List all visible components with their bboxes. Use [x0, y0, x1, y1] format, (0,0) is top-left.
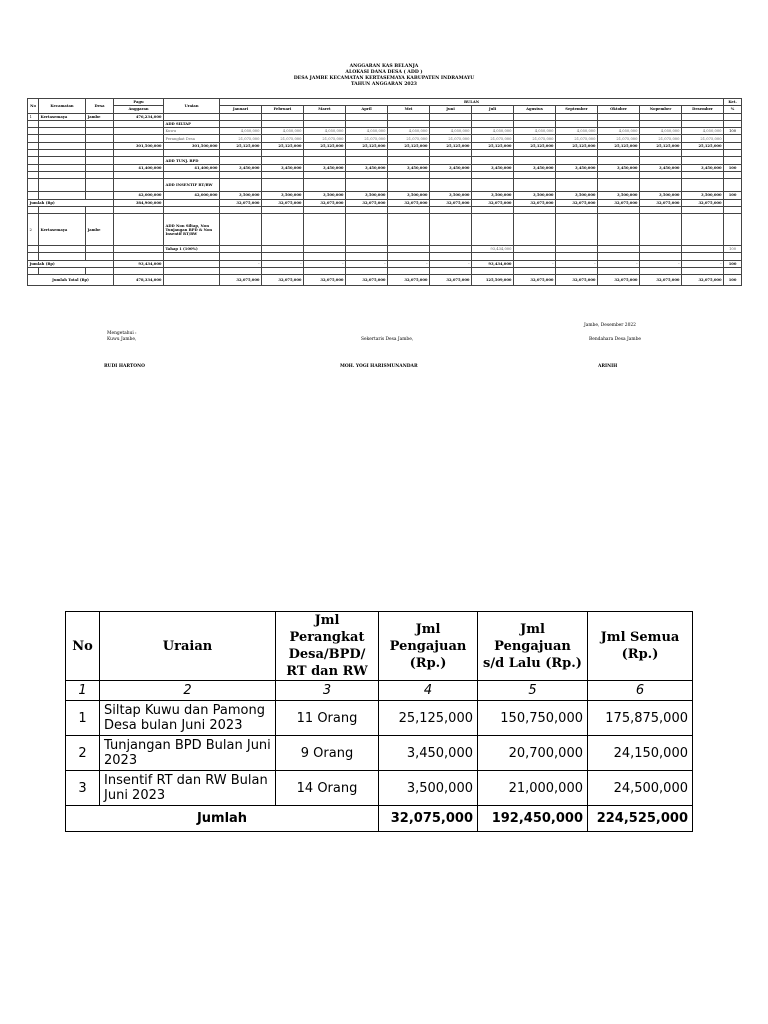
- col-bulan: BULAN: [220, 99, 724, 106]
- table-row: [28, 214, 742, 246]
- month-value: -: [430, 260, 472, 267]
- row-no: 2: [66, 736, 100, 771]
- month-value: 21,075,000: [430, 135, 472, 142]
- month-value: -: [682, 260, 724, 267]
- bendahara-name: ARINIH: [598, 364, 618, 369]
- month-value: 3,500,000: [514, 192, 556, 199]
- col-kecamatan: Kecamatan: [39, 99, 86, 114]
- pagu-value: 476,234,000: [114, 113, 164, 120]
- month-header: Februari: [262, 106, 304, 113]
- month-value: 21,075,000: [682, 135, 724, 142]
- kecamatan-value: Kertasemaya: [39, 214, 86, 246]
- summary-col-uraian: Uraian: [100, 612, 276, 681]
- table-row: [28, 113, 742, 120]
- table-row: [28, 268, 742, 275]
- summary-index-row: [66, 681, 693, 701]
- row-lalu: 21,000,000: [478, 771, 588, 806]
- doc-subtitle: ALOKASI DANA DESA ( ADD ): [345, 70, 423, 75]
- month-value: -: [262, 260, 304, 267]
- jumlah-label: Jumlah (Rp): [28, 199, 114, 206]
- month-value: 21,075,000: [598, 135, 640, 142]
- month-value: 32,075,000: [682, 275, 724, 286]
- month-value: 25,125,000: [556, 142, 598, 149]
- non-siltap-label: ADD Non Siltap, Non Tunjangan BPD & Non Insentif RT/RW: [164, 214, 220, 246]
- month-value: 4,050,000: [388, 128, 430, 135]
- month-value: 32,075,000: [598, 275, 640, 286]
- row-no: 2: [28, 214, 39, 246]
- kuwu-title: Kuwu Jambe,: [107, 337, 137, 342]
- month-value: 125,509,000: [472, 275, 514, 286]
- month-value: 25,125,000: [430, 142, 472, 149]
- month-value: 4,050,000: [556, 128, 598, 135]
- place-date: Jambe, Desember 2022: [584, 323, 636, 328]
- month-value: 3,450,000: [556, 164, 598, 171]
- table-row: [28, 157, 742, 164]
- month-header: Maret: [304, 106, 346, 113]
- month-value: 3,500,000: [262, 192, 304, 199]
- table-row: [28, 179, 742, 192]
- pct-value: 100: [724, 128, 742, 135]
- row-no: 1: [28, 113, 39, 120]
- pagu-value: 384,900,000: [114, 199, 164, 206]
- row-uraian: Insentif RT dan RW Bulan Juni 2023: [100, 771, 276, 806]
- month-value: 3,450,000: [220, 164, 262, 171]
- col-uraian: Uraian: [164, 99, 220, 114]
- month-value: -: [220, 260, 262, 267]
- col-no: No: [28, 99, 39, 114]
- month-value: 32,075,000: [640, 199, 682, 206]
- month-header: Oktober: [598, 106, 640, 113]
- kecamatan-value: Kertasemaya: [39, 113, 86, 120]
- index-cell: 2: [100, 681, 276, 701]
- month-header: Desember: [682, 106, 724, 113]
- summary-col-lalu: Jml Pengajuan s/d Lalu (Rp.): [478, 612, 588, 681]
- month-value: 21,075,000: [262, 135, 304, 142]
- table-row: [28, 128, 742, 135]
- month-value: -: [640, 260, 682, 267]
- table-row: [28, 120, 742, 127]
- subtotal-value: 301,500,000: [164, 142, 220, 149]
- table-row: [28, 199, 742, 206]
- jumlah-label: Jumlah (Rp): [28, 260, 114, 267]
- kuwu-name: RUDI HARTONO: [104, 364, 145, 369]
- month-header: Agustus: [514, 106, 556, 113]
- row-pengajuan: 25,125,000: [379, 701, 478, 736]
- month-header: Juli: [472, 106, 514, 113]
- month-value: 93,434,000: [472, 246, 514, 253]
- month-value: 4,050,000: [514, 128, 556, 135]
- month-value: 32,075,000: [304, 199, 346, 206]
- summary-header-row: [66, 612, 693, 681]
- month-value: 32,075,000: [472, 199, 514, 206]
- pct-value: 100: [724, 260, 742, 267]
- row-semua: 24,150,000: [588, 736, 693, 771]
- index-cell: 3: [276, 681, 379, 701]
- mengetahui-label: Mengetahui :: [107, 331, 137, 336]
- row-no: 3: [66, 771, 100, 806]
- row-lalu: 150,750,000: [478, 701, 588, 736]
- row-semua: 24,500,000: [588, 771, 693, 806]
- month-value: -: [514, 260, 556, 267]
- summary-table: [65, 611, 693, 832]
- month-value: 25,125,000: [346, 142, 388, 149]
- bendahara-title: Bendahara Desa Jambe: [589, 337, 641, 342]
- summary-col-pengajuan: Jml Pengajuan (Rp.): [379, 612, 478, 681]
- col-ket: Ket.: [724, 99, 742, 106]
- month-value: 4,050,000: [220, 128, 262, 135]
- month-value: 32,075,000: [640, 275, 682, 286]
- month-value: 3,450,000: [472, 164, 514, 171]
- month-value: 3,450,000: [262, 164, 304, 171]
- row-jml: 9 Orang: [276, 736, 379, 771]
- total-label: Jumlah: [66, 806, 379, 832]
- month-value: 32,075,000: [220, 275, 262, 286]
- month-value: 32,075,000: [262, 199, 304, 206]
- month-value: 4,050,000: [346, 128, 388, 135]
- row-uraian: Siltap Kuwu dan Pamong Desa bulan Juni 2023: [100, 701, 276, 736]
- subtotal-value: 41,400,000: [164, 164, 220, 171]
- col-desa: Desa: [86, 99, 114, 114]
- col-pagu: Pagu: [114, 99, 164, 106]
- month-value: 3,450,000: [304, 164, 346, 171]
- month-value: 21,075,000: [472, 135, 514, 142]
- table-row: [28, 142, 742, 149]
- month-value: 32,075,000: [346, 199, 388, 206]
- month-value: 3,450,000: [640, 164, 682, 171]
- table-row: [28, 171, 742, 178]
- kuwu-label: Kuwu: [164, 128, 220, 135]
- insentif-label: ADD INSENTIF RT/RW: [164, 179, 220, 192]
- row-semua: 175,875,000: [588, 701, 693, 736]
- table-row: [28, 135, 742, 142]
- month-value: 3,500,000: [346, 192, 388, 199]
- total-lalu: 192,450,000: [478, 806, 588, 832]
- summary-total-row: [66, 806, 693, 832]
- table-row: [28, 246, 742, 253]
- month-value: 4,050,000: [472, 128, 514, 135]
- month-value: 4,050,000: [262, 128, 304, 135]
- table-row: [66, 701, 693, 736]
- table-row: [28, 253, 742, 260]
- total-label: Jumlah Total (Rp): [28, 275, 114, 286]
- table-row: [66, 771, 693, 806]
- month-value: -: [388, 260, 430, 267]
- row-uraian: Tunjangan BPD Bulan Juni 2023: [100, 736, 276, 771]
- month-value: 3,500,000: [304, 192, 346, 199]
- month-header: Nopember: [640, 106, 682, 113]
- month-value: 3,500,000: [598, 192, 640, 199]
- month-value: 21,075,000: [304, 135, 346, 142]
- sekretaris-name: MOH. YOGI HARISMUNANDAR: [340, 364, 418, 369]
- month-value: 25,125,000: [388, 142, 430, 149]
- row-pengajuan: 3,450,000: [379, 736, 478, 771]
- month-value: 21,075,000: [640, 135, 682, 142]
- month-value: 3,450,000: [388, 164, 430, 171]
- month-value: 25,125,000: [682, 142, 724, 149]
- month-header: Mei: [388, 106, 430, 113]
- bpd-label: ADD TUNJ. BPD: [164, 157, 220, 164]
- doc-location: DESA JAMBE KECAMATAN KERTASEMAYA KABUPATEN INDRAMAYU: [293, 76, 475, 81]
- month-value: 4,050,000: [640, 128, 682, 135]
- pagu-value: 42,000,000: [114, 192, 164, 199]
- month-value: 25,125,000: [640, 142, 682, 149]
- index-cell: 4: [379, 681, 478, 701]
- month-value: 3,500,000: [388, 192, 430, 199]
- month-header: Juni: [430, 106, 472, 113]
- month-value: -: [346, 260, 388, 267]
- desa-value: Jambe: [86, 214, 114, 246]
- row-lalu: 20,700,000: [478, 736, 588, 771]
- tahap-label: Tahap 1 (100%): [164, 246, 220, 253]
- month-value: 3,500,000: [640, 192, 682, 199]
- pagu-value: 301,500,000: [114, 142, 164, 149]
- month-value: 32,075,000: [388, 275, 430, 286]
- table-row: [28, 206, 742, 213]
- total-pagu: 478,334,000: [114, 275, 164, 286]
- month-value: 4,050,000: [304, 128, 346, 135]
- pct-value: 100: [724, 246, 742, 253]
- month-value: 3,500,000: [472, 192, 514, 199]
- month-value: 32,075,000: [220, 199, 262, 206]
- month-value: 32,075,000: [514, 199, 556, 206]
- month-value: 25,125,000: [514, 142, 556, 149]
- month-value: -: [556, 260, 598, 267]
- month-value: 32,075,000: [430, 275, 472, 286]
- month-header: September: [556, 106, 598, 113]
- month-value: 3,450,000: [682, 164, 724, 171]
- month-value: 4,050,000: [682, 128, 724, 135]
- month-value: 32,075,000: [304, 275, 346, 286]
- month-value: 3,500,000: [682, 192, 724, 199]
- total-semua: 224,525,000: [588, 806, 693, 832]
- summary-col-no: No: [66, 612, 100, 681]
- month-value: 25,125,000: [304, 142, 346, 149]
- table-row: [28, 150, 742, 157]
- sekretaris-title: Sekertaris Desa Jambe,: [361, 337, 414, 342]
- month-value: -: [304, 260, 346, 267]
- header-row-1: [28, 99, 742, 106]
- subtotal-value: 42,000,000: [164, 192, 220, 199]
- row-pengajuan: 3,500,000: [379, 771, 478, 806]
- index-cell: 5: [478, 681, 588, 701]
- month-value: 21,075,000: [556, 135, 598, 142]
- table-row: [28, 260, 742, 267]
- month-value: 32,075,000: [430, 199, 472, 206]
- pagu-value: 41,400,000: [114, 164, 164, 171]
- header-row-2: [28, 106, 742, 113]
- table-row: [28, 275, 742, 286]
- month-value: 32,075,000: [556, 199, 598, 206]
- table-row: [66, 736, 693, 771]
- month-value: 3,500,000: [430, 192, 472, 199]
- col-anggaran: Anggaran: [114, 106, 164, 113]
- pagu-value: 93,434,000: [114, 260, 164, 267]
- row-jml: 11 Orang: [276, 701, 379, 736]
- month-value: 3,500,000: [556, 192, 598, 199]
- summary-col-jml: Jml Perangkat Desa/BPD/ RT dan RW: [276, 612, 379, 681]
- month-value: 3,450,000: [346, 164, 388, 171]
- month-value: 4,050,000: [598, 128, 640, 135]
- pct-value: 100: [724, 164, 742, 171]
- row-jml: 14 Orang: [276, 771, 379, 806]
- month-value: 32,075,000: [388, 199, 430, 206]
- pct-value: 100: [724, 275, 742, 286]
- month-value: 3,450,000: [598, 164, 640, 171]
- month-header: Januari: [220, 106, 262, 113]
- siltap-label: ADD SILTAP: [164, 120, 220, 127]
- desa-value: Jambe: [86, 113, 114, 120]
- month-value: 93,434,000: [472, 260, 514, 267]
- row-no: 1: [66, 701, 100, 736]
- month-value: 32,075,000: [598, 199, 640, 206]
- month-value: 32,075,000: [514, 275, 556, 286]
- doc-title: ANGGARAN KAS BELANJA: [349, 64, 419, 69]
- budget-table: [27, 98, 742, 286]
- table-row: [28, 164, 742, 171]
- doc-year: TAHUN ANGGARAN 2023: [350, 82, 417, 87]
- index-cell: 1: [66, 681, 100, 701]
- pct-value: 100: [724, 192, 742, 199]
- month-value: 21,075,000: [346, 135, 388, 142]
- summary-col-semua: Jml Semua (Rp.): [588, 612, 693, 681]
- table-row: [28, 192, 742, 199]
- month-value: 25,125,000: [598, 142, 640, 149]
- month-value: -: [598, 260, 640, 267]
- index-cell: 6: [588, 681, 693, 701]
- month-header: April: [346, 106, 388, 113]
- month-value: 32,075,000: [556, 275, 598, 286]
- month-value: 3,450,000: [430, 164, 472, 171]
- month-value: 4,050,000: [430, 128, 472, 135]
- month-value: 25,125,000: [472, 142, 514, 149]
- month-value: 25,125,000: [262, 142, 304, 149]
- month-value: 3,500,000: [220, 192, 262, 199]
- col-pct: %: [724, 106, 742, 113]
- perangkat-label: Perangkat Desa: [164, 135, 220, 142]
- month-value: 21,075,000: [220, 135, 262, 142]
- month-value: 32,075,000: [262, 275, 304, 286]
- month-value: 21,075,000: [514, 135, 556, 142]
- month-value: 25,125,000: [220, 142, 262, 149]
- month-value: 21,075,000: [388, 135, 430, 142]
- month-value: 32,075,000: [682, 199, 724, 206]
- total-pengajuan: 32,075,000: [379, 806, 478, 832]
- month-value: 3,450,000: [514, 164, 556, 171]
- month-value: 32,075,000: [346, 275, 388, 286]
